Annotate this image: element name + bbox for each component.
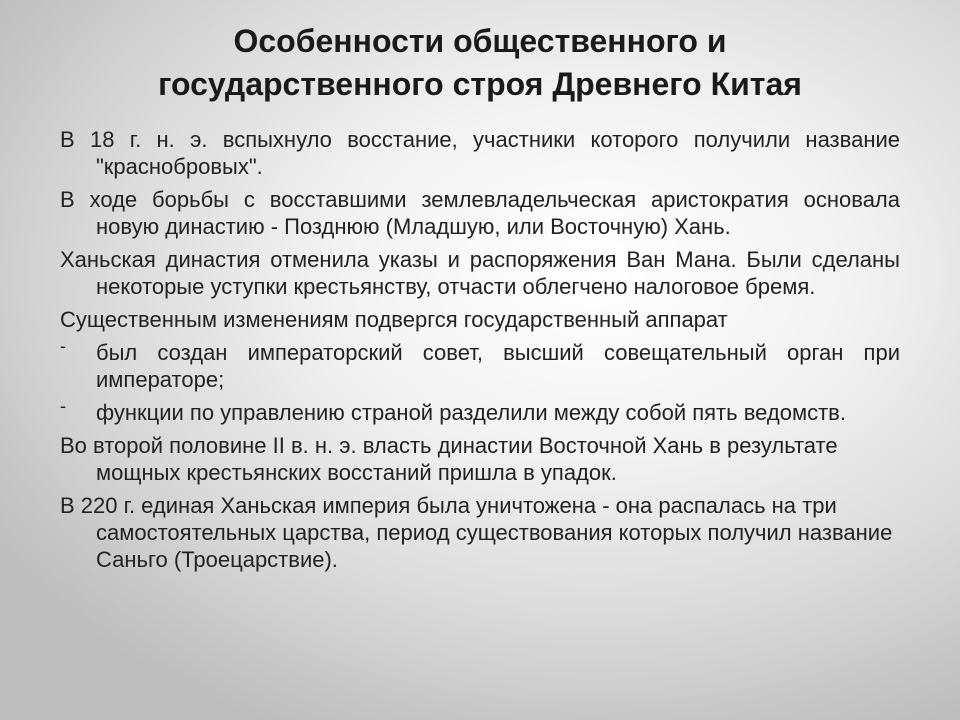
title-line-1: Особенности общественного и bbox=[233, 23, 727, 59]
paragraph-three-kingdoms: В 220 г. единая Ханьская империя была уничтожена - она распалась на три самостоятельных царства, период существования которых получил название Саньго (Троецарствие). bbox=[60, 493, 893, 572]
paragraph-state-apparatus: Существенным изменениям подвергся государственный аппарат bbox=[60, 307, 728, 332]
paragraph-new-dynasty: В ходе борьбы с восставшими землевладельческая аристократия основала новую династию - Позднюю (Младшую, или Восточную) Хань. bbox=[60, 187, 900, 239]
bullet-text-departments: функции по управлению страной разделили между собой пять ведомств. bbox=[96, 400, 846, 425]
bullet-item-departments bbox=[60, 396, 900, 426]
bullet-item-council bbox=[60, 336, 900, 393]
bullet-text-council: был создан императорский совет, высший совещательный орган при императоре; bbox=[96, 340, 900, 392]
paragraph-han-reforms: Ханьская династия отменила указы и распоряжения Ван Мана. Были сделаны некоторые уступки крестьянству, отчасти облегчено налоговое бремя. bbox=[60, 247, 900, 299]
paragraph-decline: Во второй половине II в. н. э. власть династии Восточной Хань в результате мощных крестьянских восстаний пришла в упадок. bbox=[60, 433, 838, 485]
title-line-2: государственного строя Древнего Китая bbox=[158, 66, 802, 102]
slide-body bbox=[60, 126, 900, 579]
dash-bullet-icon: - bbox=[60, 336, 66, 356]
slide-title bbox=[60, 20, 900, 106]
paragraph-uprising: В 18 г. н. э. вспыхнуло восстание, участники которого получили название "краснобровых". bbox=[60, 127, 900, 179]
dash-bullet-icon: - bbox=[60, 396, 66, 416]
